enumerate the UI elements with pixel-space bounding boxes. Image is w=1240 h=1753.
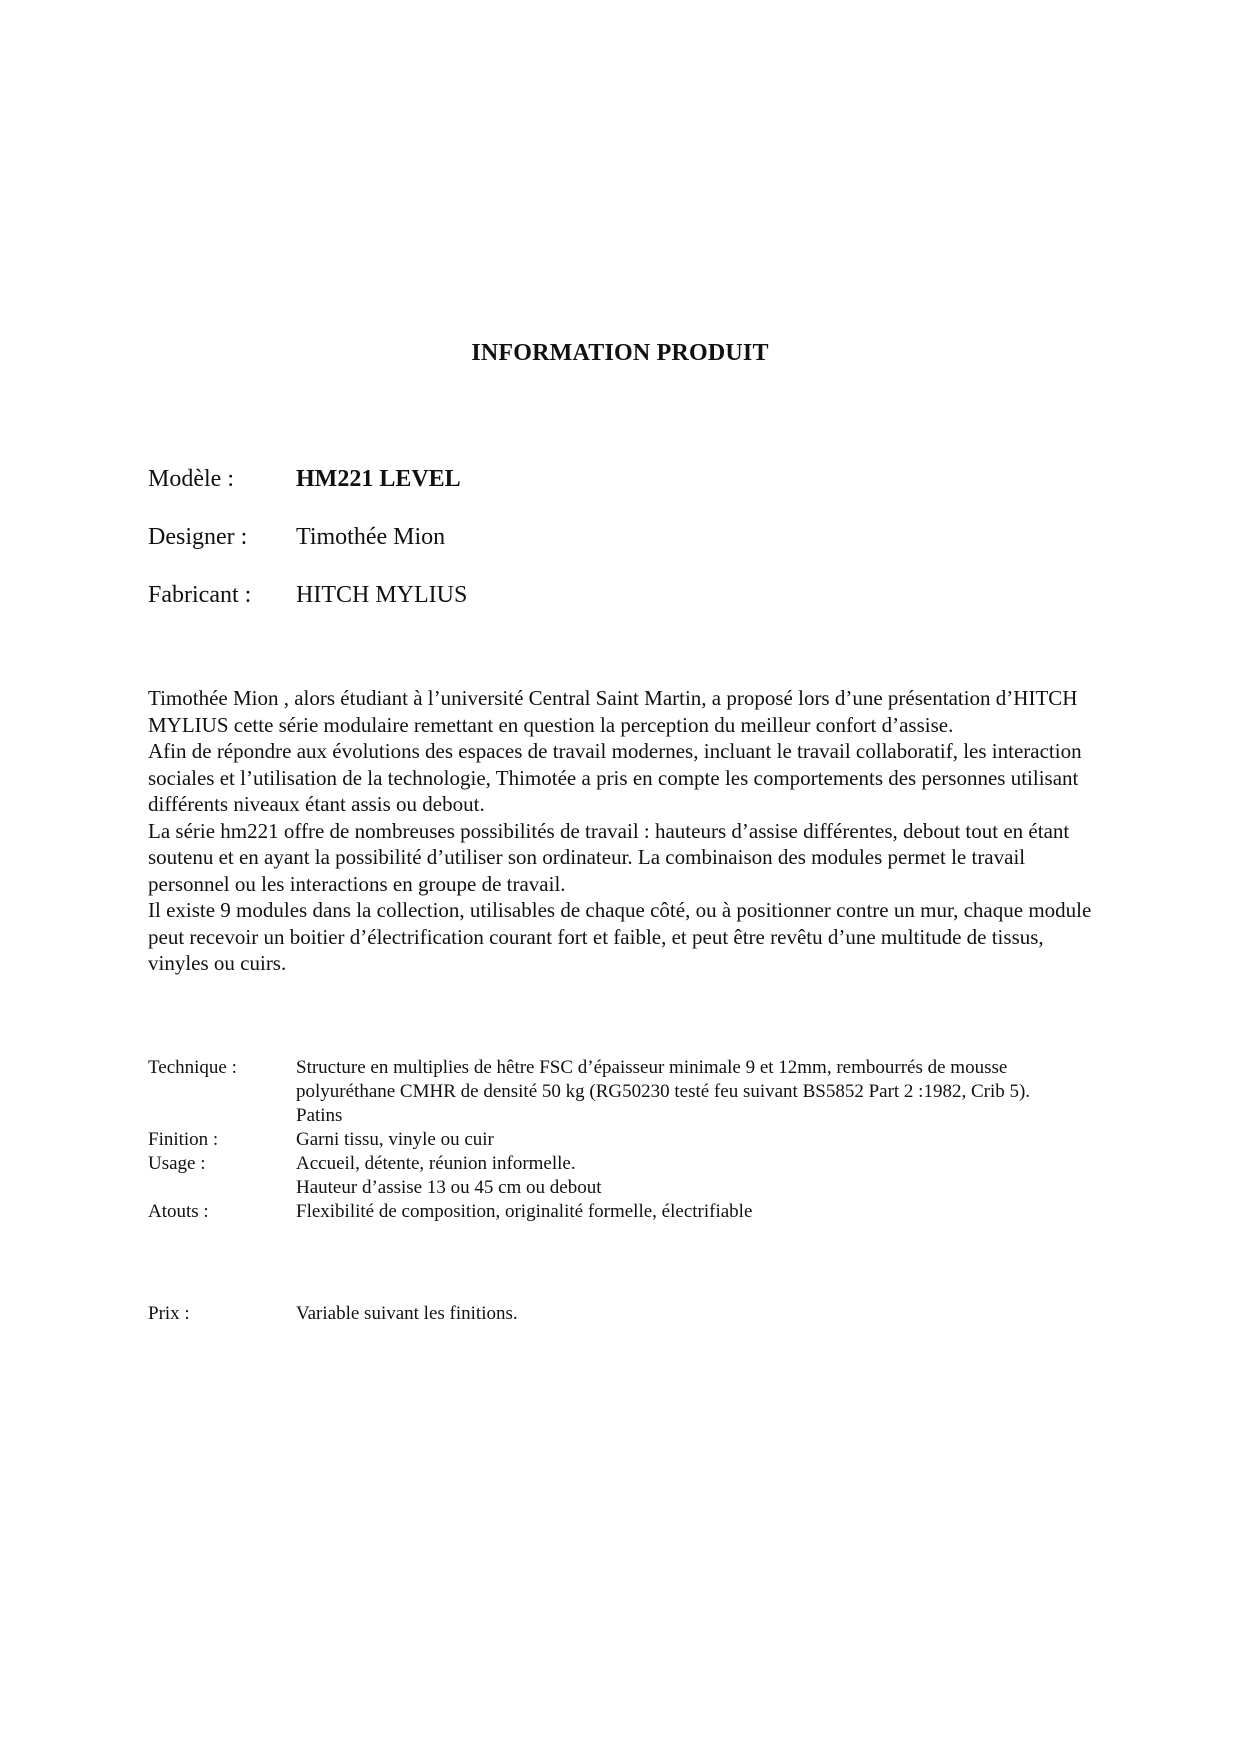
description-paragraph: Afin de répondre aux évolutions des espaces de travail modernes, incluant le travail collaboratif, les interaction sociales et l’utilisation de la technologie, Thimotée a pris en compte les comportements des personnes utilisant différents niveaux étant assis ou debout. bbox=[148, 739, 1082, 816]
description-paragraph: Il existe 9 modules dans la collection, utilisables de chaque côté, ou à positionner contre un mur, chaque module peut recevoir un boitier d’électrification courant fort et faible, et peut être revêtu d’une multitude de tissus, vinyles ou cuirs. bbox=[148, 898, 1092, 975]
usage-label: Usage : bbox=[148, 1153, 206, 1174]
atouts-label: Atouts : bbox=[148, 1201, 209, 1222]
spec-row-usage bbox=[148, 1152, 1108, 1200]
technique-value bbox=[296, 1056, 1108, 1128]
description bbox=[148, 685, 1108, 977]
atouts-value bbox=[296, 1200, 1108, 1224]
spec-row-atouts bbox=[148, 1200, 1108, 1224]
designer-value: Timothée Mion bbox=[296, 524, 446, 550]
model-value: HM221 LEVEL bbox=[296, 466, 461, 492]
description-paragraph: Timothée Mion , alors étudiant à l’université Central Saint Martin, a proposé lors d’une présentation d’HITCH MYLIUS cette série modulaire remettant en question la perception du meilleur confort d’assise. bbox=[148, 686, 1078, 737]
spec-row-finition bbox=[148, 1128, 1108, 1152]
finition-value bbox=[296, 1128, 1108, 1152]
price-row bbox=[148, 1302, 1108, 1326]
spec-table bbox=[148, 1056, 1108, 1224]
model-label: Modèle : bbox=[148, 466, 234, 492]
spec-row-technique bbox=[148, 1056, 1108, 1128]
usage-line: Accueil, détente, réunion informelle. bbox=[296, 1153, 576, 1174]
usage-line: Hauteur d’assise 13 ou 45 cm ou debout bbox=[296, 1177, 602, 1198]
technique-label: Technique : bbox=[148, 1057, 237, 1078]
price-label: Prix : bbox=[148, 1303, 190, 1324]
technique-line: Patins bbox=[296, 1105, 343, 1126]
finition-line: Garni tissu, vinyle ou cuir bbox=[296, 1129, 494, 1150]
maker-value: HITCH MYLIUS bbox=[296, 582, 468, 608]
description-paragraph: La série hm221 offre de nombreuses possibilités de travail : hauteurs d’assise différentes, debout tout en étant soutenu et en ayant la possibilité d’utiliser son ordinateur. La combinaison des modules permet le travail personnel ou les interactions en groupe de travail. bbox=[148, 818, 1070, 896]
price-value: Variable suivant les finitions. bbox=[296, 1303, 518, 1324]
usage-value bbox=[296, 1152, 1108, 1200]
page-title: INFORMATION PRODUIT bbox=[471, 340, 769, 366]
finition-label: Finition : bbox=[148, 1129, 219, 1150]
maker-label: Fabricant : bbox=[148, 582, 252, 608]
technique-line: Structure en multiplies de hêtre FSC d’épaisseur minimale 9 et 12mm, rembourrés de mousse polyuréthane CMHR de densité 50 kg (RG50230 testé feu suivant BS5852 Part 2 :1982, Crib 5). bbox=[296, 1057, 1031, 1102]
atouts-line: Flexibilité de composition, originalité formelle, électrifiable bbox=[296, 1201, 753, 1222]
designer-label: Designer : bbox=[148, 524, 248, 550]
